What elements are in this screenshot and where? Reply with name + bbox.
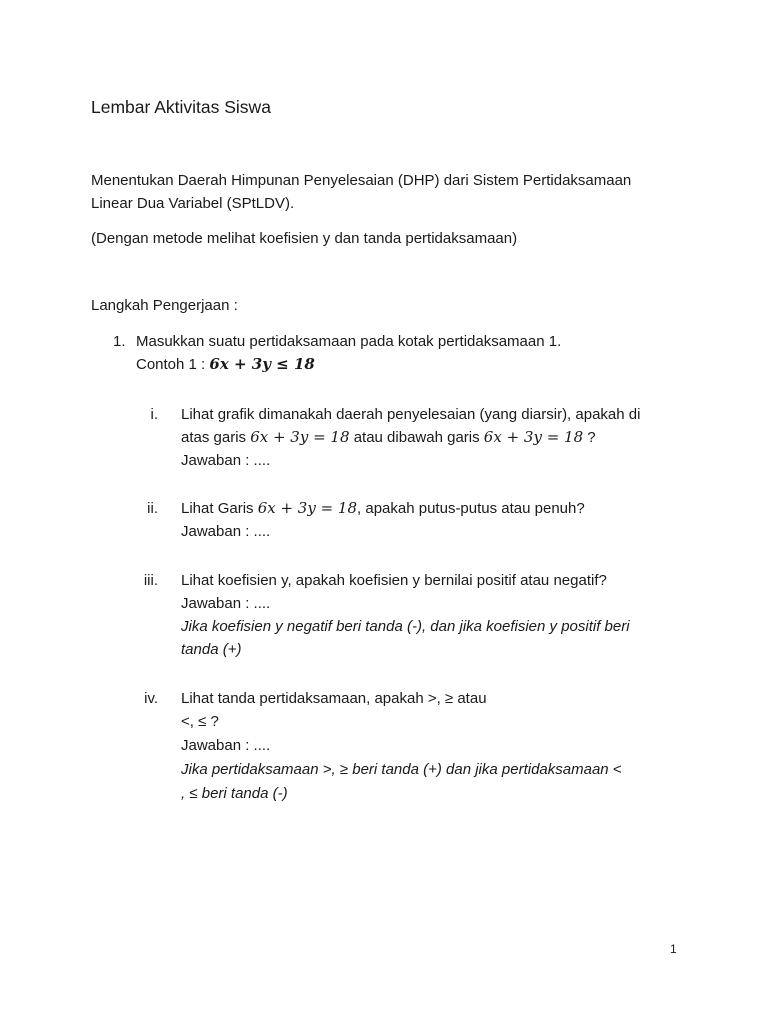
example-label: Contoh 1 : (136, 356, 210, 373)
item-i-line-2 (181, 426, 596, 449)
item-i-equation-b: 6x + 3y = 18 (483, 428, 584, 446)
example-line (136, 353, 315, 376)
method-note: (Dengan metode melihat koefisien y dan tanda pertidaksamaan) (91, 230, 518, 247)
item-iv-numeral: iv. (144, 690, 158, 707)
item-iv-note-1: Jika pertidaksamaan >, ≥ beri tanda (+) dan jika pertidaksamaan < (181, 761, 622, 778)
item-ii-line-1 (181, 497, 585, 520)
page-number: 1 (670, 942, 677, 956)
item-i-text-c: ? (583, 429, 596, 446)
step-number: 1. (113, 333, 126, 350)
item-iv-note-2: , ≤ beri tanda (-) (181, 785, 288, 802)
item-i-text-a: atas garis (181, 429, 251, 446)
item-ii-text-a: Lihat Garis (181, 500, 258, 517)
item-iii-note-1: Jika koefisien y negatif beri tanda (-), dan jika koefisien y positif beri (181, 618, 630, 635)
subject-line-1: Menentukan Daerah Himpunan Penyelesaian (DHP) dari Sistem Pertidaksamaan (91, 172, 632, 189)
item-ii-answer: Jawaban : .... (181, 523, 271, 540)
item-iv-line-2: <, ≤ ? (181, 713, 219, 730)
item-ii-equation: 6x + 3y = 18 (257, 499, 358, 517)
subject-line-2: Linear Dua Variabel (SPtLDV). (91, 195, 295, 212)
item-ii-text-b: , apakah putus-putus atau penuh? (357, 500, 585, 517)
item-iii-note-2: tanda (+) (181, 641, 242, 658)
item-iv-line-1: Lihat tanda pertidaksamaan, apakah >, ≥ atau (181, 690, 487, 707)
item-ii-numeral: ii. (147, 500, 158, 517)
item-i-line-1: Lihat grafik dimanakah daerah penyelesaian (yang diarsir), apakah di (181, 406, 641, 423)
item-i-numeral: i. (150, 406, 158, 423)
document-title: Lembar Aktivitas Siswa (91, 97, 271, 117)
item-iv-answer: Jawaban : .... (181, 737, 271, 754)
item-iii-line-1: Lihat koefisien y, apakah koefisien y bernilai positif atau negatif? (181, 572, 607, 589)
step-text: Masukkan suatu pertidaksamaan pada kotak pertidaksamaan 1. (136, 333, 562, 350)
item-i-answer: Jawaban : .... (181, 452, 271, 469)
item-iii-numeral: iii. (143, 572, 158, 589)
steps-heading: Langkah Pengerjaan : (91, 297, 238, 314)
item-iii-answer: Jawaban : .... (181, 595, 271, 612)
example-inequality: 6x + 3y ≤ 18 (209, 355, 315, 373)
item-i-text-b: atau dibawah garis (349, 429, 484, 446)
item-i-equation-a: 6x + 3y = 18 (250, 428, 350, 446)
